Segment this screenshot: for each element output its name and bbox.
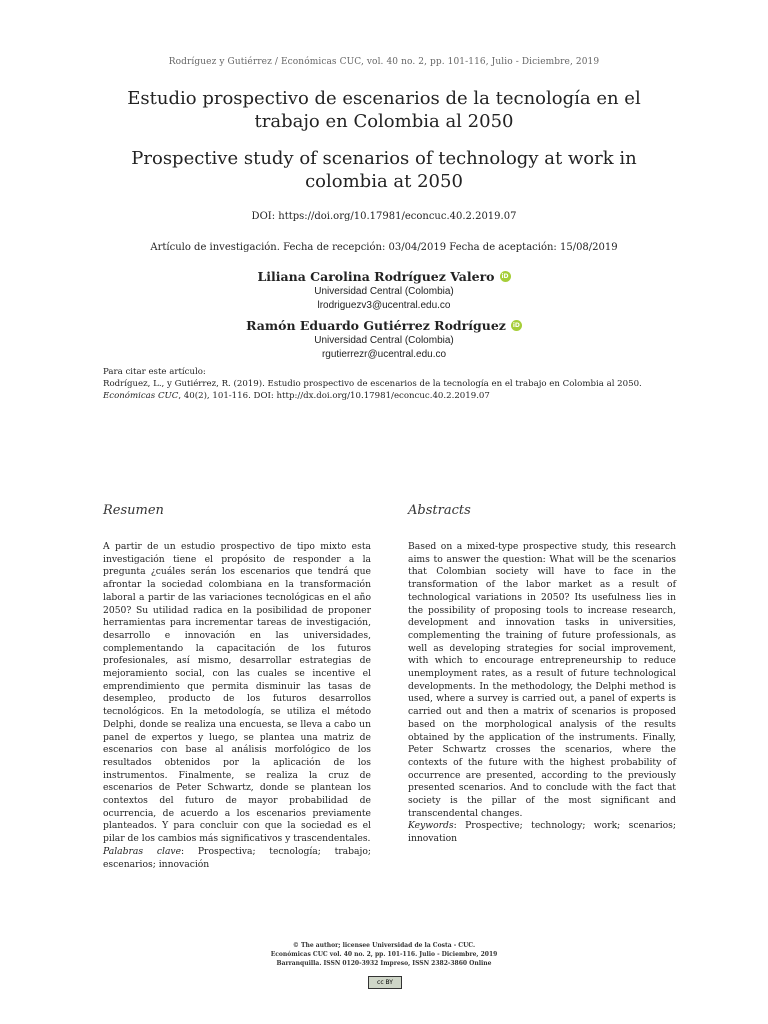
abstract-body: Based on a mixed-type prospective study, this research aims to answer the question: What will be the scenarios that Colombian society will have to face in the transformation of the labor market as a result of technological variations in 2050? Its usefulness lies in the possibility of proposing tools to increase research, development and innovation tasks in universities, complementing the training of future professionals, as well as developing strategies for social improvement, with which to encourage entrepreneurship to reduce unemployment rates, as a result of future technological developments. In the methodology, the Delphi method is used, where a survey is carried out, a panel of experts is carried out and then a matrix of scenarios is proposed based on the morphological analysis of the results obtained by the application of the instruments. Finally, Peter Schwartz crosses the scenarios, where the contexts of the future with the highest probability of occurrence are presented, according to the previously presented scenarios. And to conclude with the fact that society is the pillar of the most significant and transcendental changes. (408, 541, 676, 819)
author-affiliation: Universidad Central (Colombia) (314, 335, 454, 346)
running-header: Rodríguez y Gutiérrez / Económicas CUC, vol. 40 no. 2, pp. 101-116, Julio - Diciembre, 2019 (168, 57, 600, 67)
resumen-column (103, 541, 371, 871)
resumen-body: A partir de un estudio prospectivo de tipo mixto esta investigación tiene el propósito de responder a la pregunta ¿cuáles serán los escenarios que tendrá que afrontar la sociedad colombiana en la transformación laboral a partir de las variaciones tecnológicas en el año 2050? Su utilidad radica en la posibilidad de proponer herramientas para incrementar tareas de investigación, desarrollo e innovación en las universidades, complementando la capacitación de los futuros profesionales, así mismo, desarrollar estrategias de mejoramiento social, con las cuales se incentive el emprendimiento que permita disminuir las tasas de desempleo, producto de los futuros desarrollos tecnológicos. En la metodología, se utiliza el método Delphi, donde se realiza una encuesta, se lleva a cabo un panel de expertos y luego, se plantea una matriz de escenarios con base al análisis morfológico de los resultados obtenidos por la aplicación de los instrumentos. Finalmente, se realiza la cruz de escenarios de Peter Schwartz, donde se plantean los contextos del futuro de mayor probabilidad de ocurrencia, de acuerdo a los escenarios previamente planteados. Y para concluir con que la sociedad es el pilar de los cambios más significativos y trascendentales. (103, 541, 371, 845)
author-block-2 (0, 315, 768, 362)
citation-block (103, 366, 668, 402)
keywords-label: Keywords (408, 820, 454, 832)
article-info: Artículo de investigación. Fecha de recepción: 03/04/2019 Fecha de aceptación: 15/08/2019 (150, 242, 618, 253)
abstract-column (408, 541, 676, 846)
citation-text (103, 378, 668, 402)
author-name-text: Ramón Eduardo Gutiérrez Rodríguez (246, 318, 506, 333)
orcid-icon[interactable]: iD (512, 322, 520, 329)
footer-line: © The author; licensee Universidad de la Costa - CUC. (292, 942, 476, 949)
keywords-label: Palabras clave (103, 845, 182, 857)
author-email[interactable]: rgutierrezr@ucentral.edu.co (321, 349, 447, 360)
author-block-1 (0, 266, 768, 313)
abstract-heading: Abstracts (408, 503, 471, 518)
doi-link[interactable]: DOI: https://doi.org/10.17981/econcuc.40.2.2019.07 (251, 211, 517, 222)
citation-label: Para citar este artículo: (103, 367, 206, 377)
author-name (258, 269, 511, 284)
orcid-icon[interactable]: iD (501, 273, 509, 280)
citation-journal: Económicas CUC (103, 391, 179, 401)
title-spanish: Estudio prospectivo de escenarios de la tecnología en el trabajo en Colombia al 2050 (127, 88, 641, 132)
title-english: Prospective study of scenarios of technology at work in colombia at 2050 (131, 148, 637, 192)
footer-line: Económicas CUC vol. 40 no. 2, pp. 101-116. Julio - Diciembre, 2019 (270, 951, 498, 958)
author-affiliation: Universidad Central (Colombia) (314, 286, 454, 297)
footer-line: Barranquilla. ISSN 0120-3932 Impreso, ISSN 2382-3860 Online (276, 960, 492, 967)
keywords-text: : Prospectiva; tecnología; trabajo; escenarios; innovación (103, 845, 371, 870)
citation-tail[interactable]: , 40(2), 101-116. DOI: http://dx.doi.org/10.17981/econcuc.40.2.2019.07 (178, 391, 490, 401)
citation-body: Rodríguez, L., y Gutiérrez, R. (2019). Estudio prospectivo de escenarios de la tecnología en el trabajo en Colombia al 2050. (103, 379, 642, 389)
cc-license-badge-icon[interactable]: cc BY (368, 976, 402, 989)
author-name-text: Liliana Carolina Rodríguez Valero (257, 269, 495, 284)
abstract-keywords (408, 820, 676, 845)
resumen-heading: Resumen (103, 503, 164, 518)
author-name (246, 318, 522, 333)
resumen-keywords (103, 846, 371, 871)
keywords-text: : Prospective; technology; work; scenarios; innovation (408, 820, 676, 845)
footer (0, 941, 768, 968)
author-email[interactable]: lrodriguezv3@ucentral.edu.co (317, 300, 451, 311)
